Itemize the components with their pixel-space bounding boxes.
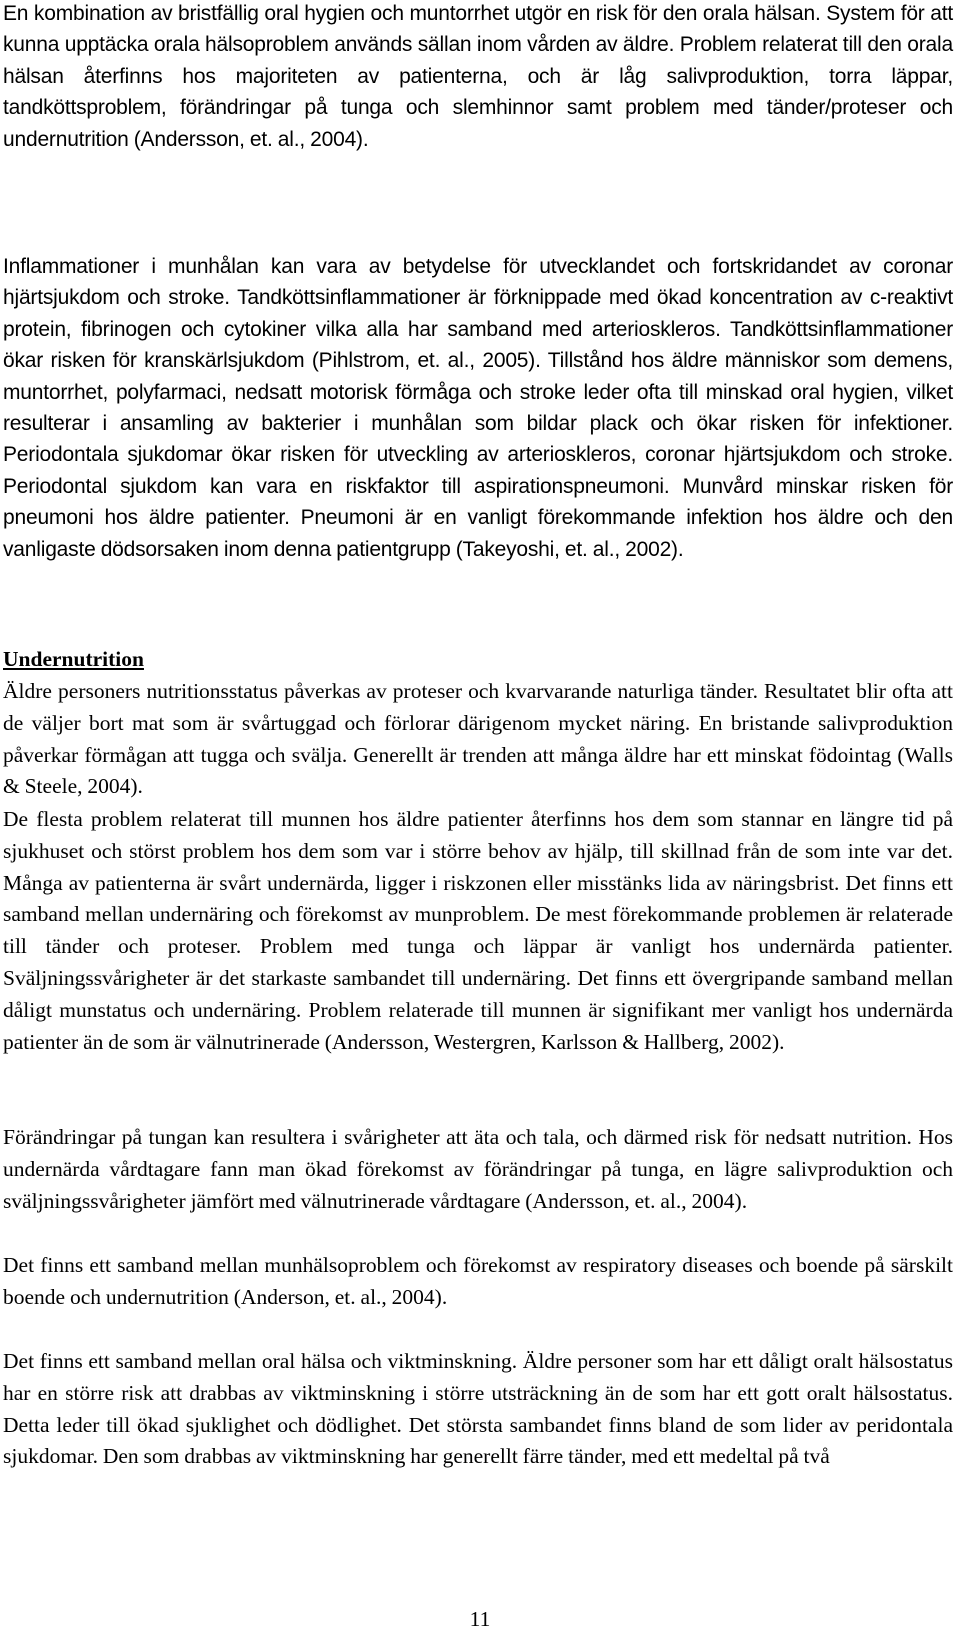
- paragraph-respiratory: Det finns ett samband mellan munhälsoproblem och förekomst av respiratory diseases och boende på särskilt boende och undernutrition (Anderson, et. al., 2004).: [3, 1253, 953, 1309]
- section-heading-undernutrition: Undernutrition: [3, 647, 144, 671]
- paragraph-tongue-changes: Förändringar på tungan kan resultera i svårigheter att äta och tala, och därmed risk för nedsatt nutrition. Hos undernärda vårdtagare fann man ökad förekomst av förändringar på tunga, en lägre salivproduktion och sväljningssvårigheter jämfört med välnutrinerade vårdtagare (Andersson, et. al., 2004).: [3, 1125, 953, 1213]
- paragraph-inflammation: Inflammationer i munhålan kan vara av betydelse för utvecklandet och fortskridandet av coronar hjärtsjukdom och stroke. Tandköttsinflammationer är förknippade med ökad koncentration av c-reaktivt protein, fibrinogen och cytokiner vilka alla har samband med arterioskleros. Tandköttsinflammationer ökar risken för kranskärlsjukdom (Pihlstrom, et. al., 2005). Tillstånd hos äldre människor som demens, muntorrhet, polyfarmaci, nedsatt motorisk förmåga och stroke leder ofta till minskad oral hygien, vilket resulterar i ansamling av bakterier i munhålan som bildar plack och ökar risken för infektioner. Periodontala sjukdomar ökar risken för utveckling av arterioskleros, coronar hjärtsjukdom och stroke. Periodontal sjukdom kan vara en riskfaktor till aspirationspneumoni. Munvård minskar risken för pneumoni hos äldre patienter. Pneumoni är en vanligt förekommande infektion hos äldre och den vanligaste dödsorsaken inom denna patientgrupp (Takeyoshi, et. al., 2002).: [3, 255, 953, 561]
- paragraph-hospital-patients: De flesta problem relaterat till munnen hos äldre patienter återfinns hos dem som stannar en längre tid på sjukhuset och störst problem hos dem som var i större behov av hjälp, till skillnad från de som inte var det. Många av patienterna är svårt undernärda, ligger i riskzonen eller misstänks lida av näringsbrist. Det finns ett samband mellan undernäring och förekomst av munproblem. De mest förekommande problemen är relaterade till tänder och proteser. Problem med tunga och läppar är vanligt hos undernärda patienter. Sväljningssvårigheter är det starkaste sambandet till undernäring. Det finns ett övergripande samband mellan dåligt munstatus och undernäring. Problem relaterade till munnen är signifikant mer vanligt hos undernärda patienter än de som är välnutrinerade (Andersson, Westergren, Karlsson & Hallberg, 2002).: [3, 807, 953, 1054]
- paragraph-oral-hygiene-risk: En kombination av bristfällig oral hygien och muntorrhet utgör en risk för den orala hälsan. System för att kunna upptäcka orala hälsoproblem används sällan inom vården av äldre. Problem relaterat till den orala hälsan återfinns hos majoriteten av patienterna, och är låg salivproduktion, torra läppar, tandköttsproblem, förändringar på tunga och slemhinnor samt problem med tänder/proteser och undernutrition (Andersson, et. al., 2004).: [3, 2, 953, 151]
- page-number: 11: [469, 1607, 491, 1631]
- paragraph-nutrition-status: Äldre personers nutritionsstatus påverkas av proteser och kvarvarande naturliga tänder. Resultatet blir ofta att de väljer bort mat som är svårtuggad och förlorar därigenom mycket näring. En bristande salivproduktion påverkar förmågan att tugga och svälja. Generellt är trenden att många äldre har ett minskat födointag (Walls & Steele, 2004).: [3, 679, 953, 799]
- paragraph-weight-loss: Det finns ett samband mellan oral hälsa och viktminskning. Äldre personer som har ett dåligt oralt hälsostatus har en större risk att drabbas av viktminskning i större utsträckning än de som har ett gott oralt hälsostatus. Detta leder till ökad sjuklighet och dödlighet. Det största sambandet finns bland de som lider av peridontala sjukdomar. Den som drabbas av viktminskning har generellt färre tänder, med ett medeltal på två: [3, 1349, 953, 1469]
